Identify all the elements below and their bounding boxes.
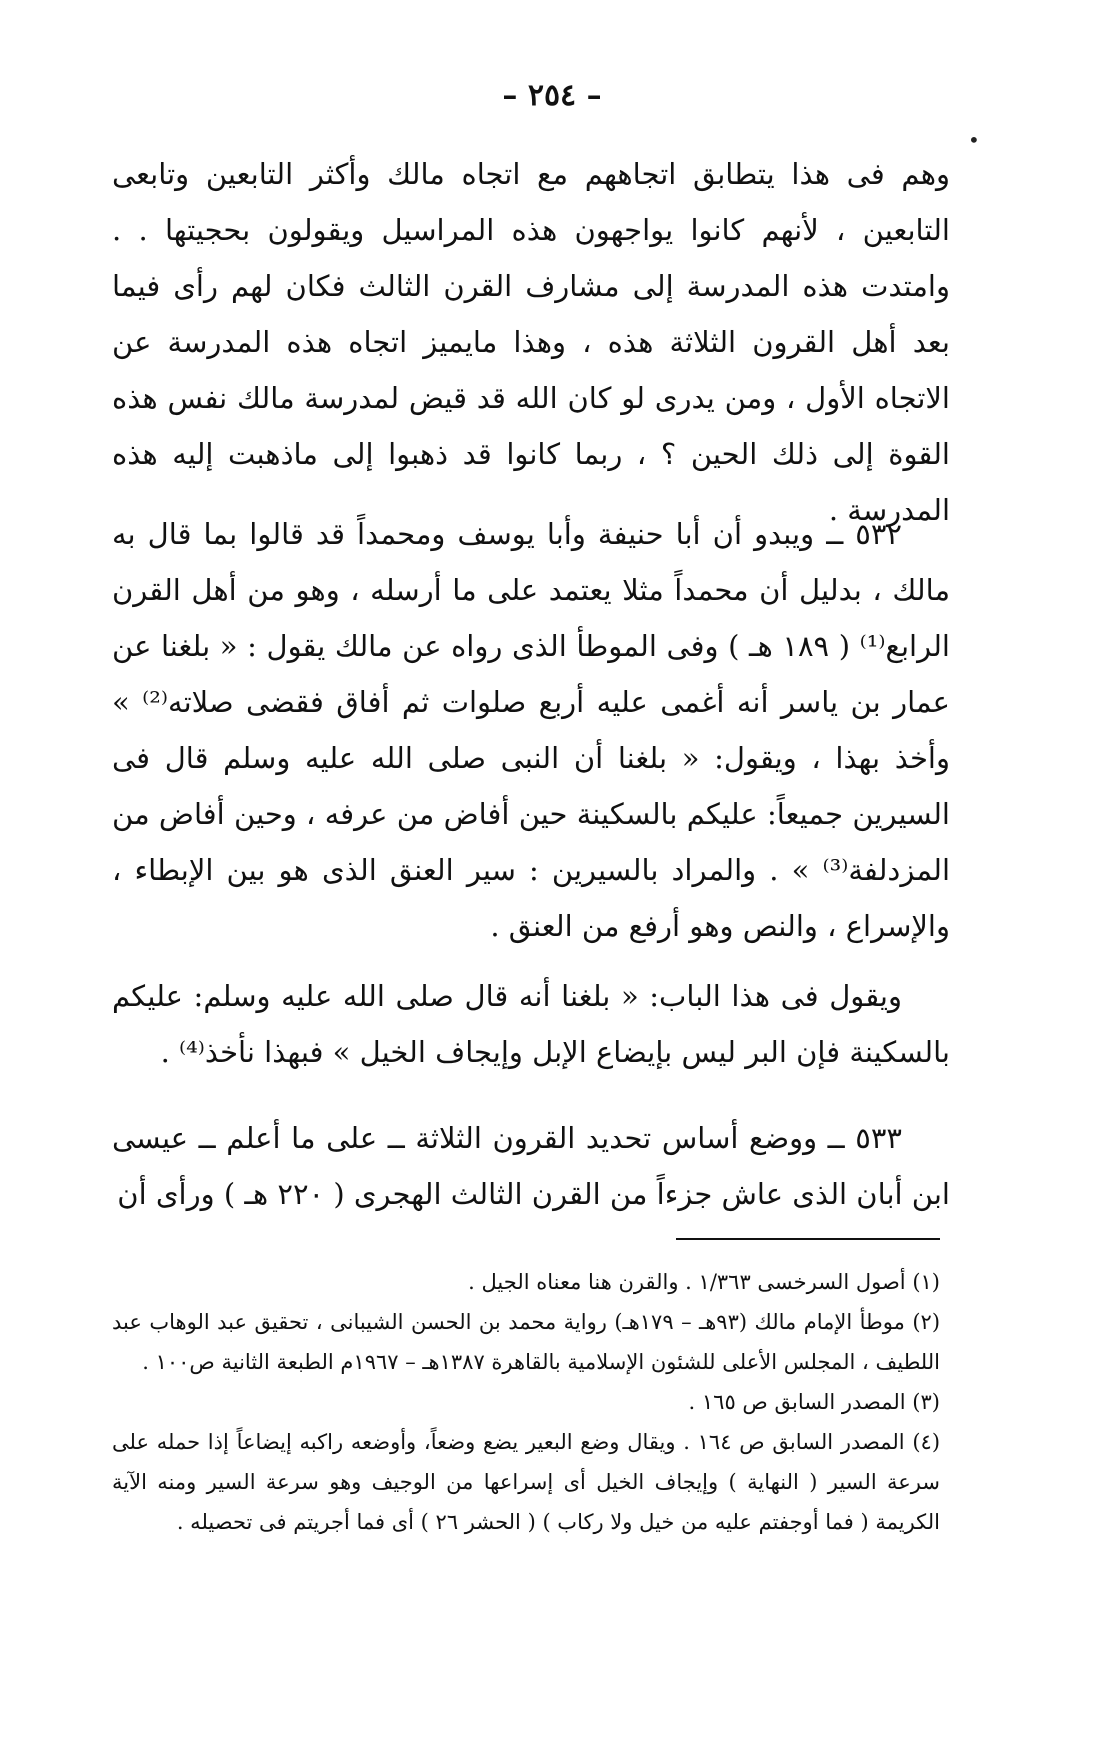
body-paragraph xyxy=(112,146,950,538)
footnote-3: (٣) المصدر السابق ص ١٦٥ . xyxy=(688,1390,940,1414)
footnote-4: (٤) المصدر السابق ص ١٦٤ . ويقال وضع البعير يضع وضعاً، وأوضعه راكبه إيضاعاً إذا حمله على سرعة السير ( النهاية ) وإيجاف الخيل أى إسراعها من الوجيف وهو سرعة السير ومنه الآية الكريمة ( فما أوجفتم عليه من خيل ولا ركاب ) ( الحشر ٢٦ ) أى فما أجريتم فى تحصيله . xyxy=(112,1430,941,1534)
body-paragraph xyxy=(112,968,950,1080)
paragraph-text: ويقول فى هذا الباب: « بلغنا أنه قال صلى الله عليه وسلم: عليكم بالسكينة فإن البر ليس بإيضاع الإبل وإيجاف الخيل » فبهذا نأخذ⁽⁴⁾ . xyxy=(112,979,950,1069)
body-paragraph xyxy=(112,1110,950,1222)
paragraph-text: ٥٣٢ ــ ويبدو أن أبا حنيفة وأبا يوسف ومحمداً قد قالوا بما قال به مالك ، بدليل أن محمداً مثلا يعتمد على ما أرسله ، وهو من أهل القرن الرابع⁽¹⁾ ( ١٨٩ هـ ) وفى الموطأ الذى رواه عن مالك يقول : « بلغنا عن عمار بن ياسر أنه أغمى عليه أربع صلوات ثم أفاق فقضى صلاته⁽²⁾ » وأخذ بهذا ، ويقول: « بلغنا أن النبى صلى الله عليه وسلم قال فى السيرين جميعاً: عليكم بالسكينة حين أفاض من عرفه ، وحين أفاض من المزدلفة⁽³⁾ » . والمراد بالسيرين : سير العنق الذى هو بين الإبطاء ، والإسراع ، والنص وهو أرفع من العنق . xyxy=(112,517,950,943)
footnotes xyxy=(112,1262,940,1542)
paragraph-text: وهم فى هذا يتطابق اتجاههم مع اتجاه مالك وأكثر التابعين وتابعى التابعين ، لأنهم كانوا يواجهون هذه المراسيل ويقولون بحجيتها . . وامتدت هذه المدرسة إلى مشارف القرن الثالث فكان لهم رأى فيما بعد أهل القرون الثلاثة هذه ، وهذا مايميز اتجاه هذه المدرسة عن الاتجاه الأول ، ومن يدرى لو كان الله قد قيض لمدرسة مالك نفس هذه القوة إلى ذلك الحين ؟ ، ربما كانوا قد ذهبوا إلى ماذهبت إليه هذه المدرسة . xyxy=(112,157,950,527)
footnote-1: (١) أصول السرخسى ١/٣٦٣ . والقرن هنا معناه الجيل . xyxy=(468,1270,940,1294)
footnote-2: (٢) موطأ الإمام مالك (٩٣هـ – ١٧٩هـ) رواية محمد بن الحسن الشيبانى ، تحقيق عبد الوهاب عبد اللطيف ، المجلس الأعلى للشئون الإسلامية بالقاهرة ١٣٨٧هـ – ١٩٦٧م الطبعة الثانية ص١٠٠ . xyxy=(112,1310,941,1374)
page-number: – ٢٥٤ – xyxy=(502,78,602,113)
margin-mark: • xyxy=(968,128,980,152)
paragraph-text: ٥٣٣ ــ ووضع أساس تحديد القرون الثلاثة ــ على ما أعلم ــ عيسى ابن أبان الذى عاش جزءاً من القرن الثالث الهجرى ( ٢٢٠ هـ ) ورأى أن xyxy=(112,1121,950,1211)
body-paragraph xyxy=(112,506,950,954)
footnote-divider xyxy=(676,1238,940,1240)
